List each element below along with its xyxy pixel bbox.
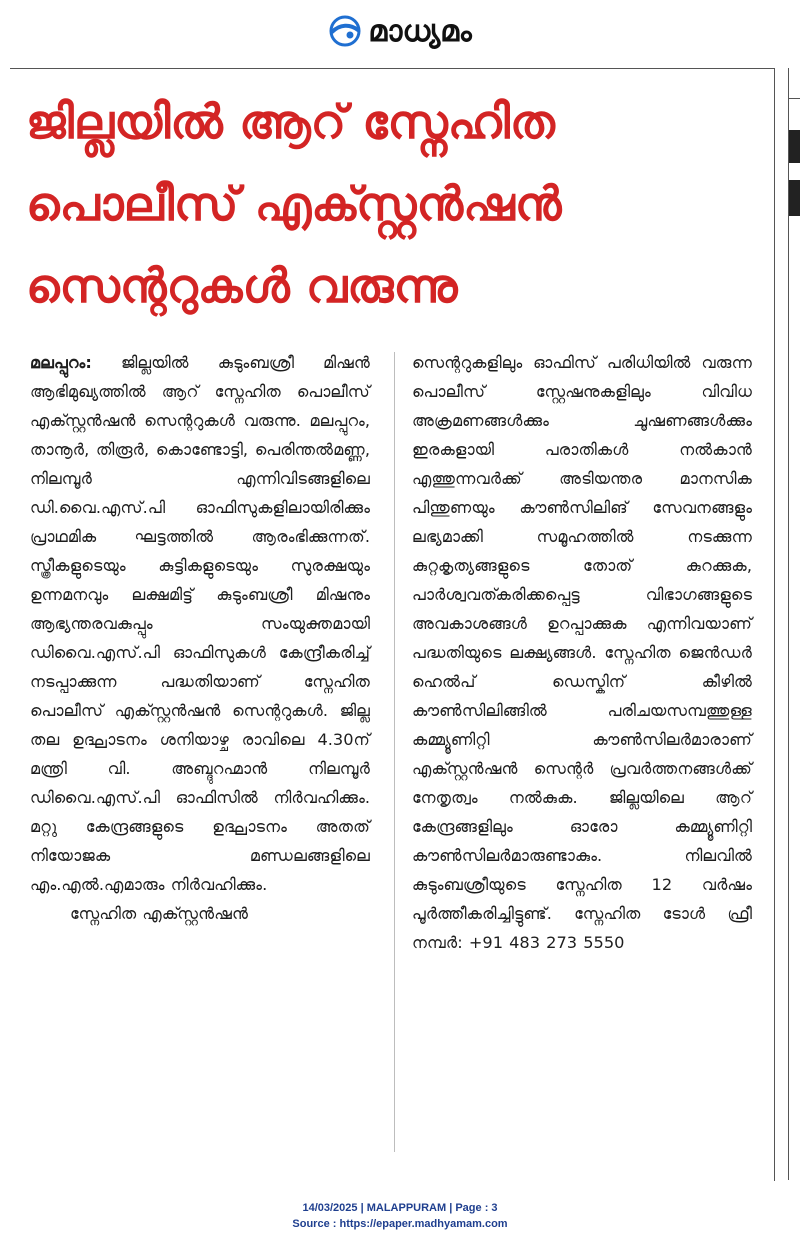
headline-line: സെന്ററുകൾ വരുന്നു bbox=[26, 259, 458, 314]
dateline: മലപ്പുറം: bbox=[30, 353, 92, 372]
brand-name: മാധ്യമം bbox=[368, 13, 472, 49]
article-column-left bbox=[30, 348, 370, 928]
strip-dark-band bbox=[789, 180, 800, 216]
madhyamam-emblem-icon bbox=[328, 14, 362, 48]
footer-source-link[interactable]: Source : https://epaper.madhyamam.com bbox=[292, 1218, 508, 1230]
paragraph bbox=[30, 348, 370, 899]
headline-line: പൊലീസ് എക്സ്റ്റൻഷൻ bbox=[26, 177, 562, 232]
strip-dark-band bbox=[789, 130, 800, 163]
source-footer bbox=[0, 1200, 800, 1232]
headline-line: ജില്ലയിൽ ആറ് സ്നേഹിത bbox=[26, 95, 555, 150]
paragraph-text: സെന്ററുകളിലും ഓഫിസ് പരിധിയിൽ വരുന്ന പൊലീസ് സ്റ്റേഷനുകളിലും വിവിധ അക്രമണങ്ങൾക്കും ചൂഷണങ്ങൾക്കും ഇരകളായി പരാതികൾ നൽകാൻ എത്തുന്നവർക്ക് അടിയന്തര മാനസിക പിന്തുണയും കൗൺസിലിങ് സേവനങ്ങളും ലഭ്യമാക്കി സമൂഹത്തിൽ നടക്കുന്ന കുറ്റകൃത്യങ്ങളുടെ തോത് കുറക്കുക, പാർശ്വവത്കരിക്കപ്പെട്ട വിഭാഗങ്ങളുടെ അവകാശങ്ങൾ ഉറപ്പാക്കുക എന്നിവയാണ് പദ്ധതിയുടെ ലക്ഷ്യങ്ങൾ. സ്നേഹിത ജെൻഡർ ഹെൽപ് ഡെസ്കിന് കീഴിൽ കൗൺസിലിങ്ങിൽ പരിചയസമ്പത്തുള്ള കമ്മ്യൂണിറ്റി കൗൺസിലർമാരാണ് എക്സ്റ്റൻഷൻ സെന്റർ പ്രവർത്തനങ്ങൾക്ക് നേതൃത്വം നൽകുക. ജില്ലയിലെ ആറ് കേന്ദ്രങ്ങളിലും ഓരോ കമ്മ്യൂണിറ്റി കൗൺസിലർമാരുണ്ടാകും. നിലവിൽ കുടുംബശ്രീയുടെ സ്നേഹിത 12 വർഷം പൂർത്തീകരിച്ചിട്ടുണ്ട്. സ്നേഹിത ടോൾ ഫ്രീ നമ്പർ: +91 483 273 5550 bbox=[412, 353, 752, 952]
paragraph bbox=[30, 899, 370, 928]
logo bbox=[328, 14, 471, 49]
headline bbox=[26, 82, 766, 328]
article-body bbox=[22, 348, 772, 1168]
article-column-right bbox=[412, 348, 752, 957]
column-divider bbox=[394, 352, 395, 1152]
paragraph-text: ജില്ലയിൽ കുടുംബശ്രീ മിഷൻ ആഭിമുഖ്യത്തിൽ ആറ് സ്നേഹിത പൊലീസ് എക്സ്റ്റൻഷൻ സെന്ററുകൾ വരുന്നു. മലപ്പുറം, താനൂർ, തിരൂർ, കൊണ്ടോട്ടി, പെരിന്തൽമണ്ണ, നിലമ്പൂർ എന്നിവിടങ്ങളിലെ ഡി.വൈ.എസ്.പി ഓഫിസുകളിലായിരിക്കും പ്രാഥമിക ഘട്ടത്തിൽ ആരംഭിക്കുന്നത്. സ്ത്രീകളുടെയും കുട്ടികളുടെയും സുരക്ഷയും ഉന്നമനവും ലക്ഷമിട്ട് കുടുംബശ്രീ മിഷനും ആഭ്യന്തരവകുപ്പും സംയുക്തമായി ഡിവൈ.എസ്.പി ഓഫിസുകൾ കേന്ദ്രീകരിച്ച് നടപ്പാക്കുന്ന പദ്ധതിയാണ് സ്നേഹിത പൊലീസ് എക്സ്റ്റൻഷൻ സെന്ററുകൾ. ജില്ല തല ഉദ്ഘാടനം ശനിയാഴ്ച രാവിലെ 4.30ന് മന്ത്രി വി. അബ്ദുറഹ്മാൻ നിലമ്പൂർ ഡിവൈ.എസ്.പി ഓഫിസിൽ നിർവഹിക്കും. മറ്റു കേന്ദ്രങ്ങളുടെ ഉദ്ഘാടനം അതത് നിയോജക മണ്ഡലങ്ങളിലെ എം.എൽ.എമാരും നിർവഹിക്കും. bbox=[30, 353, 370, 894]
adjacent-page-strip bbox=[788, 68, 800, 1180]
masthead bbox=[0, 0, 800, 62]
footer-date-page: 14/03/2025 | MALAPPURAM | Page : 3 bbox=[302, 1202, 498, 1214]
paragraph-text: സ്നേഹിത എക്സ്റ്റൻഷൻ bbox=[70, 904, 249, 923]
